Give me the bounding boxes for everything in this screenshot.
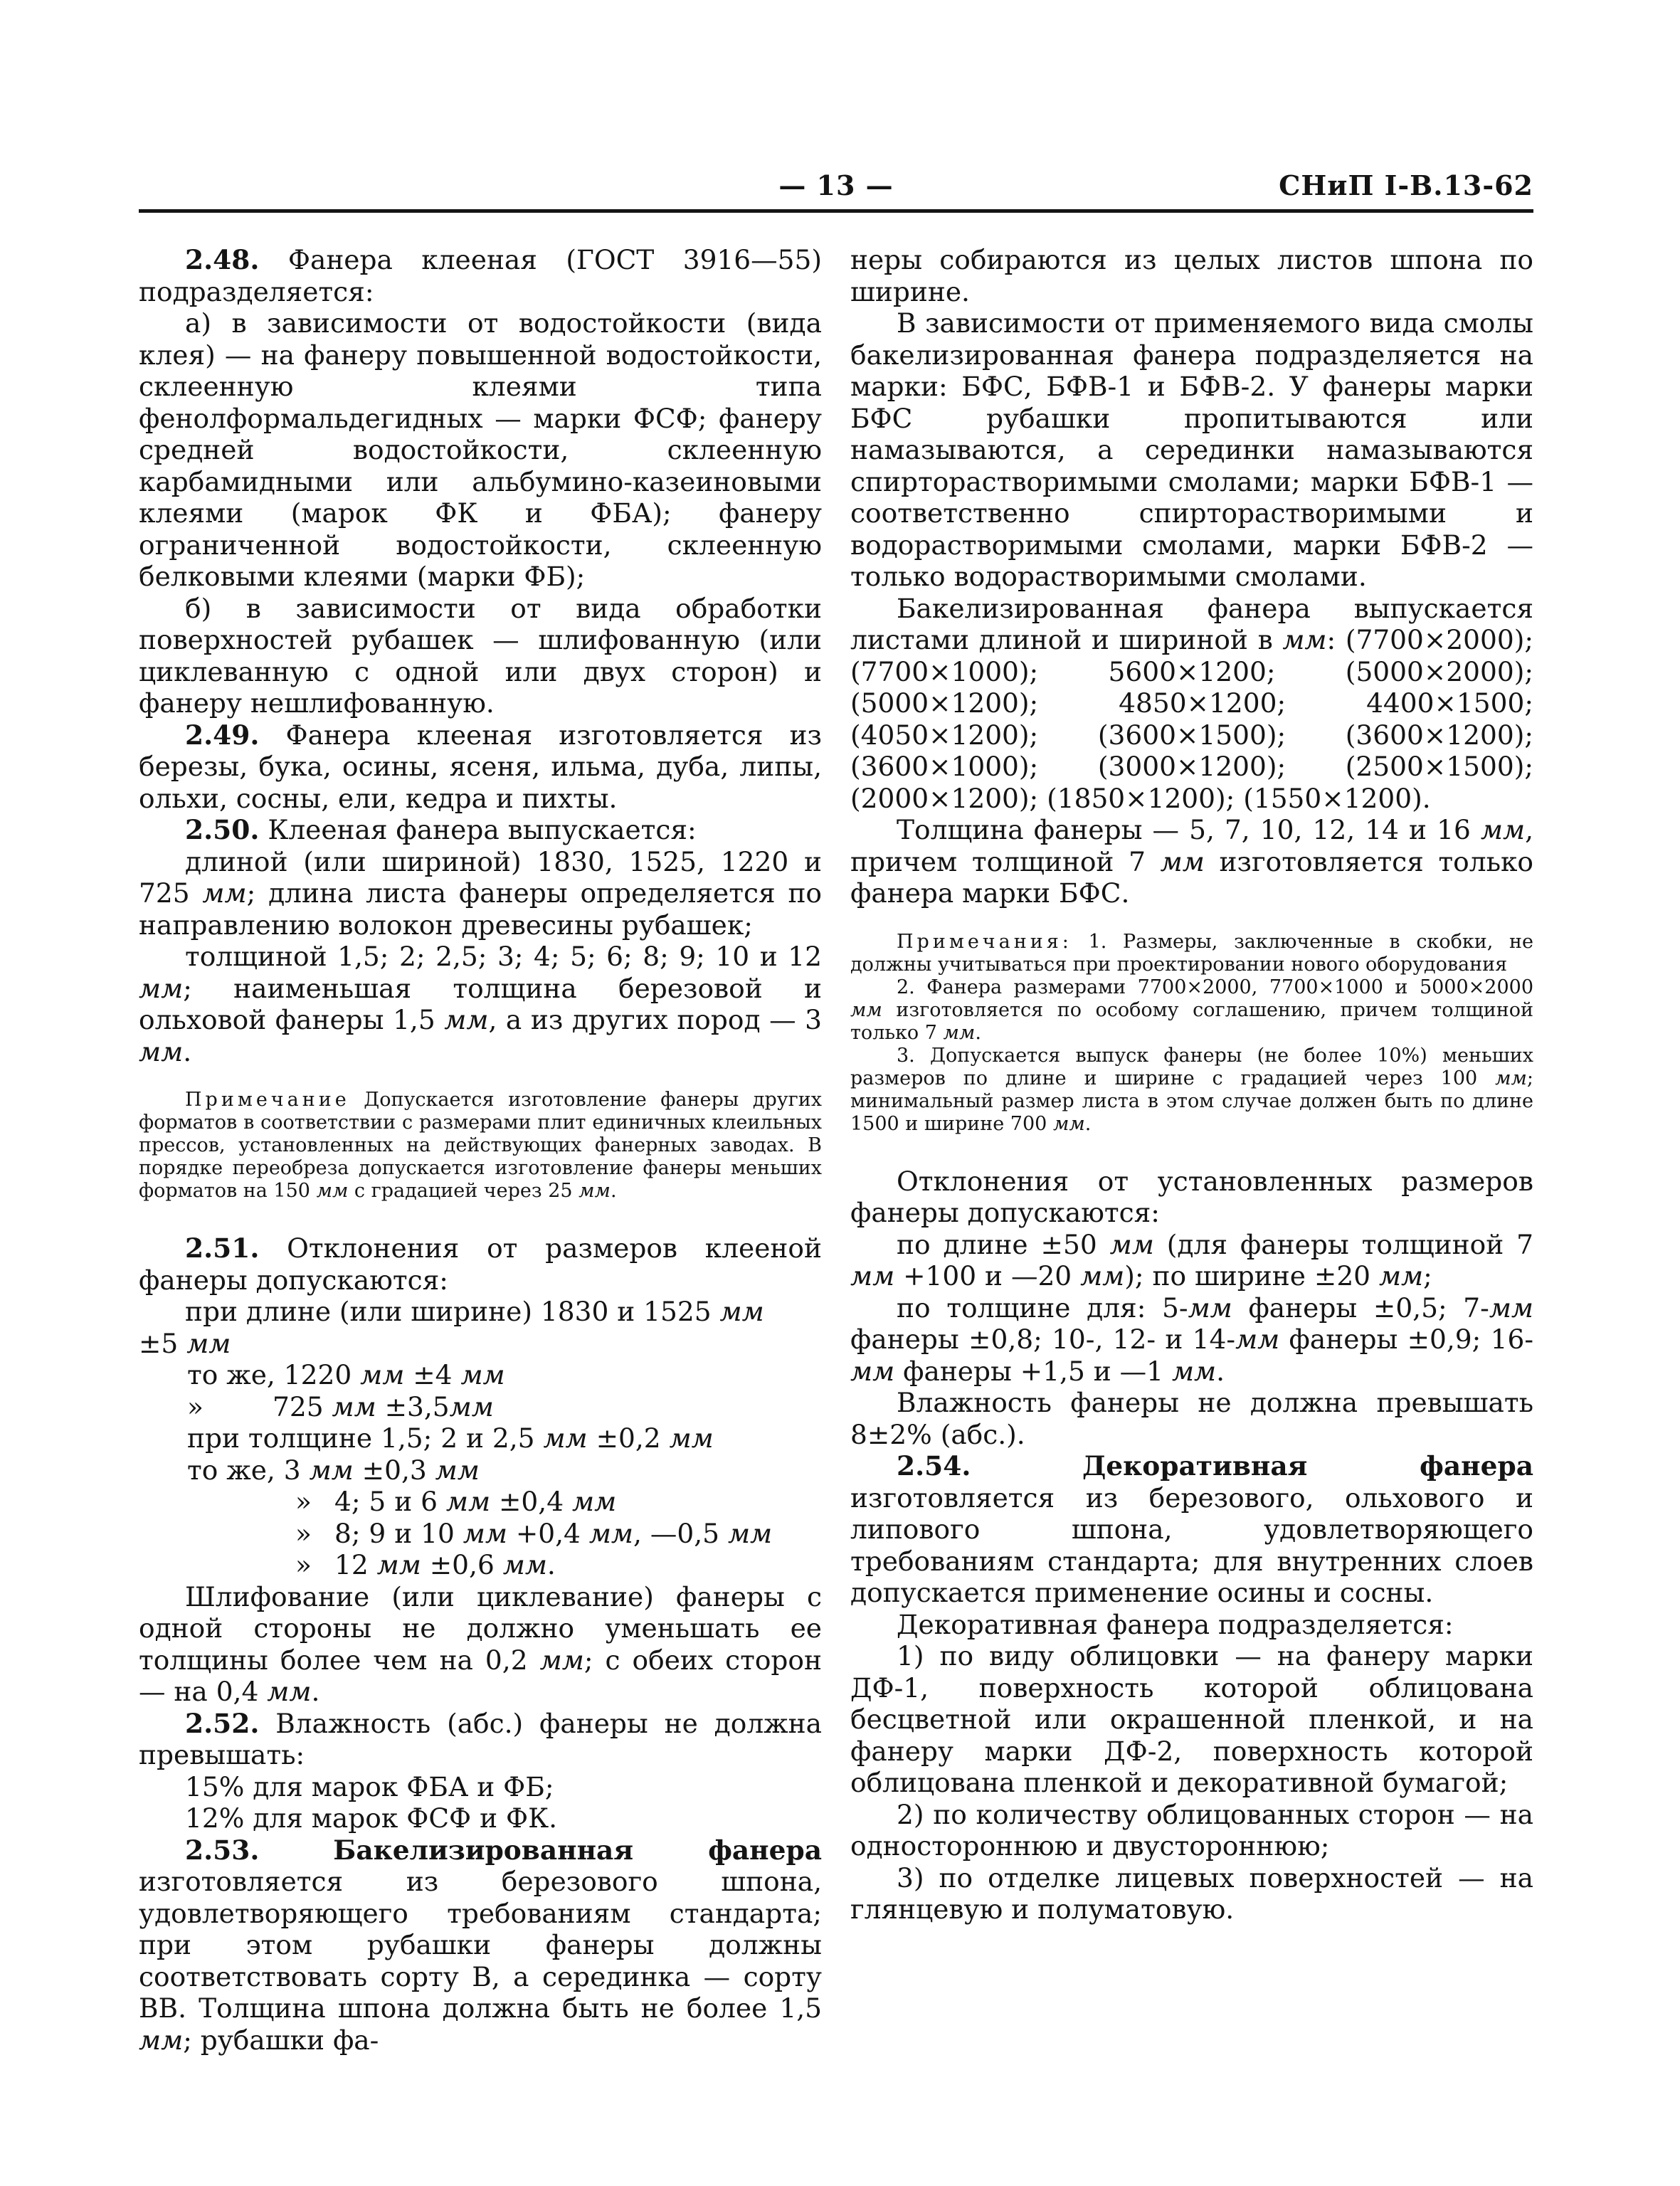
- unit: мм: [460, 1359, 505, 1390]
- text: изготовляется из березового шпона, удовлетворяющего требованиям стандарта; при этом рубашки фанеры должны соответствовать сорту В, а серединка — сорту ВВ. Толщина шпона должна быть не более 1,5: [139, 1866, 822, 2024]
- unit: мм: [539, 1644, 584, 1676]
- section-title: Декоративная фанера: [1082, 1450, 1533, 1482]
- text: ±3,5: [376, 1390, 450, 1422]
- note-label: Примечание: [185, 1089, 350, 1111]
- unit: мм: [186, 1327, 231, 1359]
- text: ±5: [139, 1327, 179, 1359]
- unit: мм: [1282, 624, 1327, 655]
- text: +0,4: [507, 1517, 581, 1549]
- text: 12: [334, 1549, 369, 1580]
- paragraph-text: Фанера клееная изготовляется из березы, бука, осины, ясеня, ильма, дуба, липы, ольхи, сосны, ели, кедра и пихты.: [139, 719, 823, 814]
- text: то же, 1220: [187, 1359, 352, 1390]
- section-2-53-continued: неры собираются из целых листов шпона по ширине.: [850, 244, 1533, 307]
- text: 3. Допускается выпуск фанеры (не более 10%) меньших размеров по длине и ширине с градацией через 100: [850, 1044, 1533, 1089]
- text: ±0,6: [421, 1549, 495, 1580]
- deviation-thickness-12: [139, 1549, 822, 1581]
- unit: мм: [571, 1486, 617, 1517]
- text: 2. Фанера размерами 7700×2000, 7700×1000 и 5000×2000: [897, 976, 1533, 998]
- moisture-line-1: 15% для марок ФБА и ФБ;: [185, 1770, 554, 1802]
- section-2-48-item-b: б) в зависимости от вида обработки поверхностей рубашек — шлифованную (или циклеванную с одной или двух сторон) и фанеру нешлифованную.: [139, 592, 822, 719]
- unit: мм: [360, 1359, 405, 1390]
- unit: мм: [139, 1035, 184, 1067]
- unit: мм: [588, 1517, 634, 1549]
- unit: мм: [1080, 1260, 1125, 1292]
- unit: мм: [1480, 814, 1526, 845]
- paragraph-text: Отклонения от размеров клееной фанеры допускаются:: [139, 1232, 822, 1296]
- text: .: [311, 1676, 320, 1707]
- text: 725: [273, 1390, 324, 1422]
- text: .: [1216, 1355, 1225, 1387]
- section-number: 2.51.: [185, 1232, 260, 1264]
- moisture-paragraph: Влажность фанеры не должна превышать 8±2% (абс.).: [850, 1387, 1533, 1450]
- ditto-mark: »: [187, 1390, 204, 1422]
- resin-paragraph: В зависимости от применяемого вида смолы бакелизированная фанера подразделяется на марки: БФС, БФВ-1 и БФВ-2. У фанеры марки БФС рубашки пропитываются или намазываются, а серединки намазываются спирторастворимыми смолами; марки БФВ-1 — соответственно спирторастворимыми и водорастворимыми смолами, марки БФВ-2 — только водорастворимыми смолами.: [850, 307, 1533, 592]
- unit: мм: [1495, 1067, 1527, 1089]
- ditto-mark: »: [295, 1486, 312, 1517]
- text: , причем толщиной 7: [850, 814, 1533, 877]
- text: ; длина листа фанеры определяется по направлению волокон древесины рубашек;: [139, 877, 823, 941]
- text: ±0,3: [353, 1454, 427, 1486]
- ditto-mark: »: [295, 1517, 312, 1549]
- section-number: 2.49.: [185, 719, 260, 751]
- section-number: 2.53.: [185, 1834, 260, 1866]
- unit: мм: [1378, 1260, 1424, 1292]
- sanding-paragraph: [139, 1581, 822, 1708]
- unit: мм: [1052, 1112, 1085, 1135]
- text: Бакелизированная фанера выпускается листами длиной и шириной в: [850, 592, 1533, 655]
- deviation-intro: Отклонения от установленных размеров фанеры допускаются:: [850, 1165, 1533, 1228]
- text: по толщине для: 5-: [897, 1292, 1188, 1324]
- unit: мм: [1235, 1324, 1280, 1355]
- text: ); по ширине ±20: [1124, 1260, 1371, 1292]
- text: ; рубашки фа-: [183, 2024, 379, 2056]
- unit: мм: [850, 1355, 895, 1387]
- decorative-item-2: 2) по количеству облицованных сторон — на одностороннюю и двустороннюю;: [850, 1798, 1533, 1862]
- decorative-intro: Декоративная фанера подразделяется:: [897, 1608, 1454, 1640]
- section-2-50-thickness: [139, 941, 822, 1067]
- deviation-thickness-1-5: [139, 1422, 822, 1454]
- unit: мм: [850, 1260, 895, 1292]
- unit: мм: [139, 2024, 184, 2056]
- unit: мм: [139, 972, 184, 1004]
- text: изготовляется по особому соглашению, причем толщиной только 7: [850, 998, 1533, 1044]
- deviation-length-1830: [139, 1296, 822, 1328]
- note-1: [850, 931, 1533, 976]
- text: длиной (или шириной) 1830, 1525, 1220 и 725: [139, 845, 822, 909]
- ditto-mark: »: [295, 1549, 312, 1580]
- page-number: — 13 —: [778, 169, 894, 201]
- deviation-thickness-3: [139, 1454, 822, 1487]
- text: .: [975, 1021, 981, 1044]
- text: фанеры ±0,5; 7-: [1232, 1292, 1489, 1324]
- right-column: [850, 244, 1533, 1926]
- deviation-thickness-8: [139, 1518, 822, 1550]
- text: +100 и —20: [894, 1260, 1072, 1292]
- text: Допускается изготовление фанеры других форматов в соответствии с размерами плит единичных клеильных прессов, установленных на действующих фанерных заводах. В порядке переобреза допускается изготовление фанеры меньших форматов на 150: [139, 1089, 822, 1202]
- section-number: 2.54.: [897, 1450, 971, 1482]
- text: .: [183, 1035, 192, 1067]
- paragraph-text: Фанера клееная (ГОСТ 3916—55) подразделяется:: [139, 244, 822, 307]
- unit: мм: [316, 1180, 349, 1202]
- unit: мм: [727, 1517, 773, 1549]
- left-column: [139, 244, 822, 2056]
- paragraph-text: Влажность (абс.) фанеры не должна превышать:: [139, 1707, 822, 1770]
- unit: мм: [502, 1549, 547, 1580]
- deviation-length-1220: [139, 1359, 822, 1391]
- unit: мм: [445, 1486, 491, 1517]
- note-label: Примечания:: [897, 930, 1072, 953]
- unit: мм: [943, 1021, 976, 1044]
- text: ±0,2: [587, 1422, 661, 1454]
- text: с градацией через 25: [348, 1180, 573, 1202]
- text: (для фанеры толщиной 7: [1153, 1228, 1533, 1260]
- unit: мм: [332, 1390, 376, 1422]
- text: изготовляется только фанера марки БФС.: [850, 845, 1534, 909]
- section-2-54: [850, 1450, 1533, 1609]
- section-2-51-intro: [139, 1232, 822, 1296]
- moisture-line-2: 12% для марок ФСФ и ФК.: [185, 1802, 558, 1834]
- text: .: [610, 1180, 617, 1202]
- section-2-53: [139, 1834, 822, 2056]
- note-3: [850, 1045, 1533, 1136]
- text: 1. Размеры, заключенные в скобки, не должны учитываться при проектировании нового оборудования: [850, 930, 1533, 976]
- deviation-length-1830-value: [139, 1328, 822, 1360]
- section-2-48-item-a: а) в зависимости от водостойкости (вида клея) — на фанеру повышенной водостойкости, склеенную клеями типа фенолформальдегидных — марки ФСФ; фанеру средней водостойкости, склеенную карбамидными или альбумино-казеиновыми клеями (марок ФК и ФБА); фанеру ограниченной водостойкости, склеенную белковыми клеями (марки ФБ);: [139, 307, 822, 592]
- unit: мм: [449, 1390, 494, 1422]
- text: фанеры +1,5 и —1: [894, 1355, 1164, 1387]
- section-2-50-intro: [139, 814, 822, 846]
- unit: мм: [202, 877, 247, 909]
- note-2-50: [139, 1089, 822, 1203]
- header-rule: [139, 209, 1533, 213]
- unit: мм: [579, 1180, 611, 1202]
- note-text: [139, 1089, 822, 1203]
- deviation-thickness: [850, 1292, 1533, 1388]
- text: 8; 9 и 10: [334, 1517, 455, 1549]
- section-number: 2.48.: [185, 244, 260, 275]
- unit: мм: [376, 1549, 421, 1580]
- unit: мм: [309, 1454, 354, 1486]
- note-2: [850, 976, 1533, 1045]
- section-2-50-length: [139, 846, 822, 941]
- unit: мм: [1489, 1292, 1533, 1324]
- unit: мм: [1109, 1228, 1154, 1260]
- section-title: Бакелизированная фанера: [333, 1834, 823, 1866]
- decorative-item-3: 3) по отделке лицевых поверхностей — на глянцевую и полуматовую.: [850, 1862, 1533, 1925]
- unit: мм: [267, 1676, 312, 1707]
- text: то же, 3: [187, 1454, 301, 1486]
- text: ±4: [404, 1359, 453, 1390]
- unit: мм: [1160, 845, 1205, 877]
- text: фанеры ±0,8; 10-, 12- и 14-: [850, 1324, 1236, 1355]
- section-2-49: [139, 719, 822, 815]
- text: .: [546, 1549, 556, 1580]
- text: толщиной 1,5; 2; 2,5; 3; 4; 5; 6; 8; 9; 10 и 12: [185, 941, 822, 972]
- unit: мм: [1171, 1355, 1217, 1387]
- notes-2-53: [850, 931, 1533, 1136]
- text: ; минимальный размер листа в этом случае должен быть по длине 1500 и ширине 700: [850, 1067, 1533, 1135]
- thickness-paragraph: [850, 814, 1533, 909]
- unit: мм: [669, 1422, 714, 1454]
- text: при длине (или ширине) 1830 и 1525: [185, 1296, 712, 1327]
- section-number: 2.50.: [185, 814, 260, 845]
- text: ; с обеих сторон — на 0,4: [139, 1644, 822, 1707]
- text: : (7700×2000); (7700×1000); 5600×1200; (5000×2000); (5000×1200); 4850×1200; 4400×1500; (4050×1200); (3600×1500); (3600×1200); (3600×1000); (3000×1200); (2500×1500); (2000×1200); (1850×1200); (1550×1200).: [850, 624, 1533, 814]
- unit: мм: [543, 1422, 588, 1454]
- text: по длине ±50: [897, 1228, 1097, 1260]
- deviation-length-725: [139, 1391, 822, 1423]
- document-code: СНиП I-В.13-62: [1279, 169, 1533, 201]
- sheet-sizes-paragraph: [850, 593, 1533, 815]
- section-2-52: [139, 1708, 822, 1771]
- text: при толщине 1,5; 2 и 2,5: [187, 1422, 535, 1454]
- deviation-length: [850, 1229, 1533, 1292]
- text: ±0,4: [490, 1486, 564, 1517]
- deviation-thickness-4: [139, 1486, 822, 1518]
- text: фанеры ±0,9; 16-: [1279, 1324, 1533, 1355]
- text: .: [1084, 1112, 1092, 1135]
- section-number: 2.52.: [185, 1707, 260, 1739]
- unit: мм: [463, 1517, 507, 1549]
- unit: мм: [1188, 1292, 1232, 1324]
- text: ;: [1423, 1260, 1432, 1292]
- text: ; наименьшая толщина березовой и ольховой фанеры 1,5: [139, 972, 822, 1035]
- text: , —0,5: [633, 1517, 720, 1549]
- section-2-48-intro: [139, 244, 822, 307]
- text: 4; 5 и 6: [334, 1486, 438, 1517]
- text: Шлифование (или циклевание) фанеры с одной стороны не должно уменьшать ее толщины более чем на 0,2: [139, 1580, 822, 1676]
- unit: мм: [850, 998, 882, 1021]
- decorative-item-1: 1) по виду облицовки — на фанеру марки ДФ-1, поверхность которой облицована бесцветной или окрашенной пленкой, и на фанеру марки ДФ-2, поверхность которой облицована пленкой и декоративной бумагой;: [850, 1640, 1533, 1798]
- paragraph-text: Клееная фанера выпускается:: [268, 814, 697, 845]
- text: Толщина фанеры — 5, 7, 10, 12, 14 и 16: [897, 814, 1471, 845]
- text: , а из других пород — 3: [488, 1004, 823, 1035]
- text: изготовляется из березового, ольхового и липового шпона, удовлетворяющего требованиям стандарта; для внутренних слоев допускается применение осины и сосны.: [850, 1482, 1533, 1608]
- unit: мм: [719, 1296, 764, 1327]
- unit: мм: [444, 1004, 489, 1035]
- unit: мм: [435, 1454, 480, 1486]
